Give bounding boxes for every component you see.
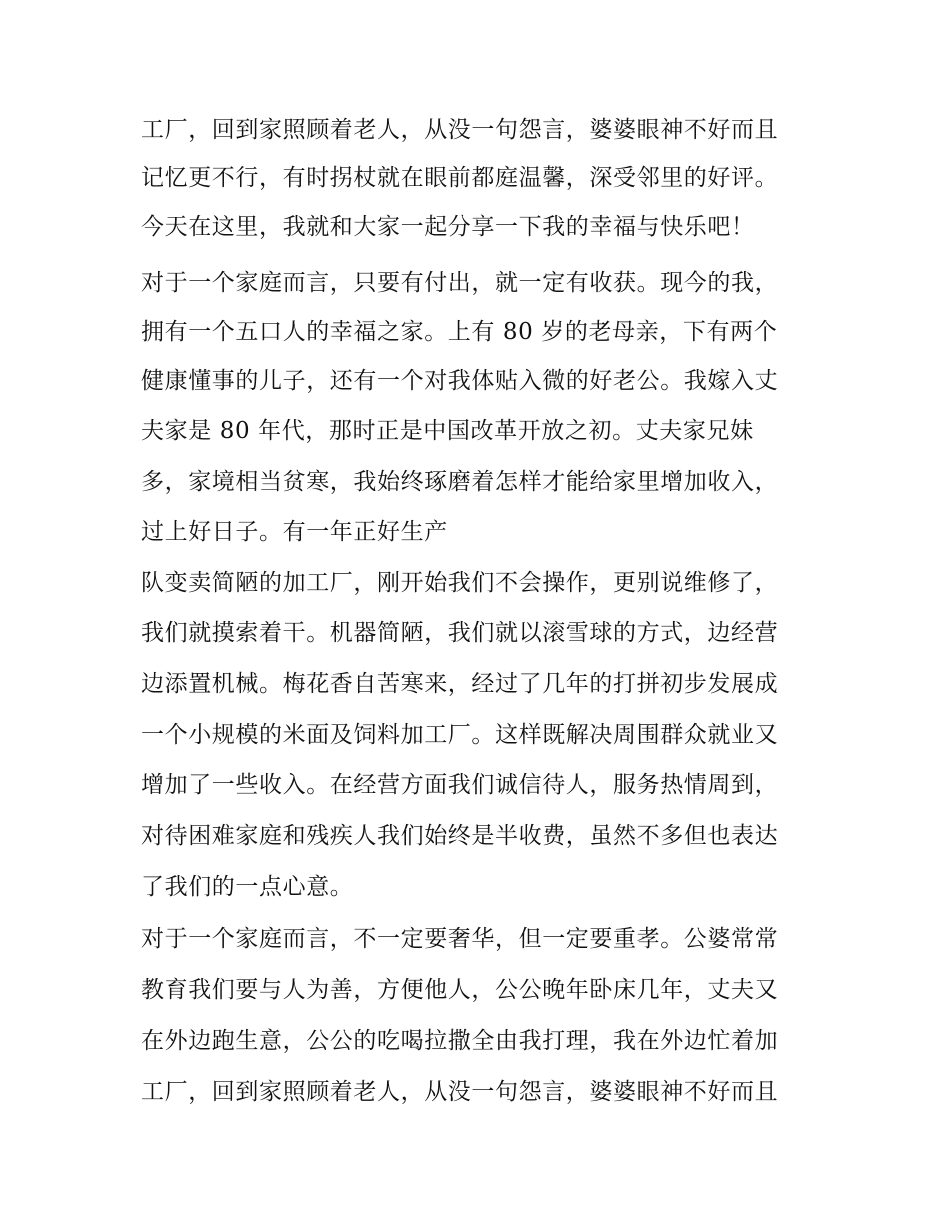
text-line-20: 工厂，回到家照顾着老人，从没一句怨言，婆婆眼神不好而且 bbox=[141, 1079, 779, 1105]
text-line-11: 我们就摸索着干。机器简陋，我们就以滚雪球的方式，边经营 bbox=[141, 620, 779, 646]
text-line-8: 多，家境相当贫寒，我始终琢磨着怎样才能给家里增加收入， bbox=[141, 469, 779, 495]
text-line-12: 边添置机械。梅花香自苦寒来，经过了几年的打拼初步发展成 bbox=[141, 671, 779, 697]
text-line-10: 队变卖简陋的加工厂，刚开始我们不会操作，更别说维修了， bbox=[141, 570, 779, 596]
text-line-2: 记忆更不行，有时拐杖就在眼前都庭温馨，深受邻里的好评。 bbox=[141, 165, 779, 191]
text-line-6: 健康懂事的儿子，还有一个对我体贴入微的好老公。我嫁入丈 bbox=[141, 368, 779, 394]
text-line-14: 增加了一些收入。在经营方面我们诚信待人，服务热情周到， bbox=[141, 772, 779, 798]
text-line-15: 对待困难家庭和残疾人我们始终是半收费，虽然不多但也表达 bbox=[141, 823, 779, 849]
text-line-16: 了我们的一点心意。 bbox=[141, 874, 354, 900]
text-line-5: 拥有一个五口人的幸福之家。上有 80 岁的老母亲，下有两个 bbox=[141, 319, 778, 345]
text-line-9: 过上好日子。有一年正好生产 bbox=[141, 519, 448, 545]
text-line-18: 教育我们要与人为善，方便他人，公公晚年卧床几年，丈夫又 bbox=[141, 977, 779, 1003]
text-line-13: 一个小规模的米面及饲料加工厂。这样既解决周围群众就业又 bbox=[141, 722, 779, 748]
text-line-1: 工厂，回到家照顾着老人，从没一句怨言，婆婆眼神不好而且 bbox=[141, 117, 779, 143]
text-line-3: 今天在这里，我就和大家一起分享一下我的幸福与快乐吧！ bbox=[141, 214, 755, 240]
text-line-19: 在外边跑生意，公公的吃喝拉撒全由我打理，我在外边忙着加 bbox=[141, 1028, 779, 1054]
text-line-17: 对于一个家庭而言，不一定要奢华，但一定要重孝。公婆常常 bbox=[141, 926, 779, 952]
text-line-7: 夫家是 80 年代，那时正是中国改革开放之初。丈夫家兄妹 bbox=[141, 418, 754, 444]
text-line-4: 对于一个家庭而言，只要有付出，就一定有收获。现今的我， bbox=[141, 270, 779, 296]
